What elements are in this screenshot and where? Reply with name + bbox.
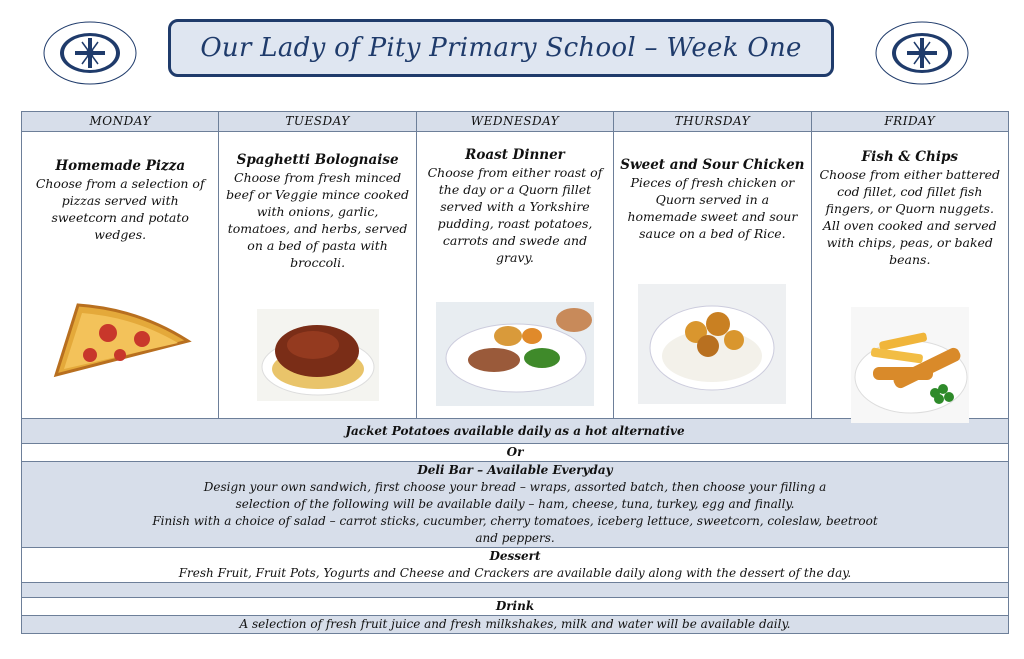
page-title-box (168, 19, 834, 77)
hot-alternative-row: Jacket Potatoes available daily as a hot alternative (22, 419, 1009, 444)
school-logo (874, 20, 970, 86)
dish-description: Choose from either roast of the day or a Quorn fillet served with a Yorkshire pudding, roast potatoes, carrots and swede and gravy. (427, 165, 603, 265)
dish-name: Fish & Chips (861, 149, 958, 165)
roast-dinner-image (436, 302, 594, 406)
deli-bar-section (22, 462, 1009, 548)
day-header-tuesday: TUESDAY (219, 112, 416, 132)
drink-title: Drink (495, 599, 535, 613)
day-cell-monday (22, 132, 219, 419)
drink-text-row (22, 616, 1009, 634)
day-cell-tuesday (219, 132, 416, 419)
school-logo (42, 20, 138, 86)
spaghetti-image (257, 309, 379, 401)
dish-name: Homemade Pizza (55, 158, 186, 174)
deli-bar-line: selection of the following will be available daily – ham, cheese, tuna, turkey, egg and finally. (235, 497, 795, 511)
dish-name: Sweet and Sour Chicken (620, 157, 805, 173)
deli-bar-line: and peppers. (475, 531, 555, 545)
dish-name: Spaghetti Bolognaise (236, 152, 399, 168)
fish-and-chips-image (851, 307, 969, 423)
dessert-section (22, 548, 1009, 583)
pizza-image (48, 297, 192, 379)
or-divider: Or (22, 444, 1009, 462)
dish-description: Choose from a selection of pizzas served with sweetcorn and potato wedges. (35, 176, 205, 242)
deli-bar-line: Design your own sandwich, first choose your bread – wraps, assorted batch, then choose your filling a (203, 480, 827, 494)
page-title: Our Lady of Pity Primary School – Week One (200, 33, 802, 63)
drink-section (22, 598, 1009, 616)
day-cell-thursday (614, 132, 811, 419)
spacer-row (22, 583, 1009, 598)
day-header-monday: MONDAY (22, 112, 219, 132)
dish-name: Roast Dinner (465, 147, 565, 163)
dish-description: Choose from fresh minced beef or Veggie mince cooked with onions, garlic, tomatoes, and herbs, served on a bed of pasta with broccoli. (226, 170, 409, 270)
dish-description: Pieces of fresh chicken or Quorn served in a homemade sweet and sour sauce on a bed of Rice. (627, 175, 798, 241)
dish-description: Choose from either battered cod fillet, cod fillet fish fingers, or Quorn nuggets. All oven cooked and served with chips, peas, or baked beans. (819, 167, 1001, 267)
sweet-sour-chicken-image (638, 284, 786, 404)
day-cell-wednesday (416, 132, 613, 419)
day-header-friday: FRIDAY (811, 112, 1008, 132)
deli-bar-title: Deli Bar – Available Everyday (417, 463, 613, 477)
day-header-wednesday: WEDNESDAY (416, 112, 613, 132)
drink-text: A selection of fresh fruit juice and fresh milkshakes, milk and water will be available daily. (239, 617, 791, 631)
dessert-text: Fresh Fruit, Fruit Pots, Yogurts and Cheese and Crackers are available daily along with the dessert of the day. (178, 566, 852, 580)
deli-bar-line: Finish with a choice of salad – carrot sticks, cucumber, cherry tomatoes, iceberg lettuce, sweetcorn, coleslaw, beetroot (152, 514, 878, 528)
day-header-thursday: THURSDAY (614, 112, 811, 132)
day-cell-friday (811, 132, 1008, 419)
dessert-title: Dessert (489, 549, 541, 563)
weekly-menu-table (21, 111, 1009, 634)
